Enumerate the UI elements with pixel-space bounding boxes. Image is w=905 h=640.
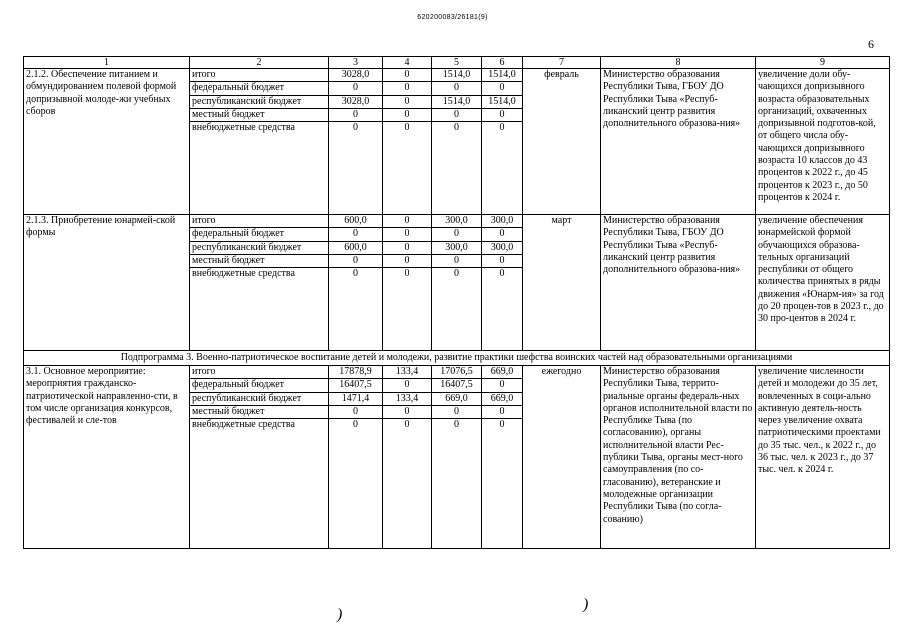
value-cell: 0 bbox=[329, 228, 382, 241]
value-cell: 600,0 bbox=[329, 242, 382, 255]
source-republic: республиканский бюджет bbox=[190, 242, 328, 255]
value-cell: 1514,0 bbox=[482, 69, 522, 82]
scan-mark: ) bbox=[337, 606, 343, 623]
value-cell: 3028,0 bbox=[329, 69, 382, 82]
col6-values bbox=[482, 366, 523, 549]
value-cell: 0 bbox=[383, 215, 431, 228]
value-cell: 0 bbox=[353, 122, 358, 134]
value-cell: 669,0 bbox=[482, 393, 522, 406]
value-cell: 0 bbox=[383, 379, 431, 392]
col-header: 9 bbox=[756, 57, 890, 69]
table-row bbox=[24, 69, 890, 215]
source-extra: внебюджетные средства bbox=[192, 122, 295, 134]
value-cell: 0 bbox=[383, 228, 431, 241]
value-cell: 0 bbox=[482, 255, 522, 268]
value-cell: 133,4 bbox=[383, 366, 431, 379]
source-federal: федеральный бюджет bbox=[190, 82, 328, 95]
value-cell: 0 bbox=[499, 122, 505, 134]
value-cell: 0 bbox=[482, 82, 522, 95]
value-cell: 1514,0 bbox=[432, 69, 481, 82]
value-cell: 0 bbox=[432, 82, 481, 95]
value-cell: 0 bbox=[353, 419, 358, 431]
col-header: 4 bbox=[383, 57, 432, 69]
value-cell: 3028,0 bbox=[329, 96, 382, 109]
value-cell: 0 bbox=[353, 268, 358, 280]
table-row bbox=[24, 215, 890, 351]
value-cell: 0 bbox=[404, 268, 410, 280]
col6-values bbox=[482, 215, 523, 351]
value-cell: 0 bbox=[432, 109, 481, 122]
funding-sources bbox=[190, 366, 329, 549]
page-number: 6 bbox=[868, 37, 874, 51]
col-header: 5 bbox=[432, 57, 482, 69]
col5-values bbox=[432, 69, 482, 215]
value-cell: 1514,0 bbox=[432, 96, 481, 109]
value-cell: 300,0 bbox=[432, 242, 481, 255]
col4-values bbox=[383, 366, 432, 549]
expected-result: увеличение обеспечения юнармейской формой обучающихся образова-тельных организаций республики от общего количества принятых в ряды движения «Юнарм-ия» за год до 20 процен-тов в 2023 г., до 30 про-центов в 2024 г. bbox=[756, 215, 890, 351]
document-id: 620200083/26181(9) bbox=[417, 14, 488, 21]
header-row bbox=[24, 57, 890, 69]
value-cell: 0 bbox=[454, 122, 459, 134]
source-extra: внебюджетные средства bbox=[192, 419, 295, 431]
value-cell: 0 bbox=[404, 122, 410, 134]
col5-values bbox=[432, 366, 482, 549]
value-cell: 0 bbox=[383, 96, 431, 109]
col4-values bbox=[383, 215, 432, 351]
expected-result: увеличение численности детей и молодежи до 35 лет, вовлеченных в соци-ально активную деятель-ность через увеличение охвата патриотическими проектами до 35 тыс. чел., к 2022 г., до 36 тыс. чел. к 2023 г., до 37 тыс. чел. к 2024 г. bbox=[756, 366, 890, 549]
source-local: местный бюджет bbox=[190, 255, 328, 268]
col-header: 3 bbox=[329, 57, 383, 69]
value-cell: 0 bbox=[499, 419, 505, 431]
value-cell: 0 bbox=[482, 109, 522, 122]
value-cell: 0 bbox=[432, 228, 481, 241]
value-cell: 0 bbox=[383, 69, 431, 82]
col-header: 7 bbox=[523, 57, 601, 69]
value-cell: 0 bbox=[482, 228, 522, 241]
term: ежегодно bbox=[523, 366, 601, 549]
value-cell: 300,0 bbox=[432, 215, 481, 228]
source-total: итого bbox=[190, 215, 328, 228]
subprogram-row bbox=[24, 351, 890, 366]
executor: Министерство образования Республики Тыва, террито-риальные органы федераль-ных органов исполнительной власти по Республике Тыва (по согласованию), органы исполнительной власти Рес-публики Тыва, органы мест-ного самоуправления (по со-гласованию), ветеранские и молодежные организации Республики Тыва (по согла-сованию) bbox=[601, 366, 756, 549]
value-cell: 0 bbox=[329, 82, 382, 95]
source-total: итого bbox=[190, 69, 328, 82]
term: март bbox=[523, 215, 601, 351]
value-cell: 0 bbox=[329, 406, 382, 419]
source-federal: федеральный бюджет bbox=[190, 228, 328, 241]
col-header: 2 bbox=[190, 57, 329, 69]
value-cell: 300,0 bbox=[482, 215, 522, 228]
table-row bbox=[24, 366, 890, 549]
col6-values bbox=[482, 69, 523, 215]
scan-mark: ) bbox=[583, 596, 589, 613]
source-republic: республиканский бюджет bbox=[190, 393, 328, 406]
expected-result: увеличение доли обу-чающихся допризывного возраста образовательных организаций, охваченных допризывной подготов-кой, от общего числа обу-чающихся допризывного возраста 10 классов до 43 процентов к 2022 г., до 45 процентов к 2023 г., до 50 процентов к 2024 г. bbox=[756, 69, 890, 215]
value-cell: 16407,5 bbox=[329, 379, 382, 392]
value-cell: 0 bbox=[432, 406, 481, 419]
value-cell: 16407,5 bbox=[432, 379, 481, 392]
value-cell: 0 bbox=[454, 419, 459, 431]
program-table bbox=[23, 56, 890, 549]
value-cell: 0 bbox=[383, 255, 431, 268]
subprogram-title: Подпрограмма 3. Военно-патриотическое воспитание детей и молодежи, развитие практики шефства воинских частей над образовательными организациями bbox=[24, 351, 890, 366]
col3-values bbox=[329, 215, 383, 351]
value-cell: 0 bbox=[404, 419, 410, 431]
term: февраль bbox=[523, 69, 601, 215]
value-cell: 669,0 bbox=[482, 366, 522, 379]
value-cell: 1514,0 bbox=[482, 96, 522, 109]
value-cell: 0 bbox=[383, 82, 431, 95]
col5-values bbox=[432, 215, 482, 351]
col-header: 1 bbox=[24, 57, 190, 69]
value-cell: 0 bbox=[482, 379, 522, 392]
value-cell: 0 bbox=[499, 268, 505, 280]
funding-sources bbox=[190, 215, 329, 351]
value-cell: 0 bbox=[383, 242, 431, 255]
source-federal: федеральный бюджет bbox=[190, 379, 328, 392]
executor: Министерство образования Республики Тыва, ГБОУ ДО Республики Тыва «Респуб-ликанский центр развития дополнительного образова-ния» bbox=[601, 215, 756, 351]
executor: Министерство образования Республики Тыва, ГБОУ ДО Республики Тыва «Респуб-ликанский центр развития дополнительного образова-ния» bbox=[601, 69, 756, 215]
value-cell: 0 bbox=[482, 406, 522, 419]
source-extra: внебюджетные средства bbox=[192, 268, 295, 280]
col4-values bbox=[383, 69, 432, 215]
col3-values bbox=[329, 366, 383, 549]
value-cell: 300,0 bbox=[482, 242, 522, 255]
col3-values bbox=[329, 69, 383, 215]
value-cell: 0 bbox=[454, 268, 459, 280]
value-cell: 600,0 bbox=[329, 215, 382, 228]
value-cell: 17878,9 bbox=[329, 366, 382, 379]
funding-sources bbox=[190, 69, 329, 215]
source-total: итого bbox=[190, 366, 328, 379]
source-local: местный бюджет bbox=[190, 109, 328, 122]
activity-name: 2.1.2. Обеспечение питанием и обмундированием полевой формой допризывной молоде-жи учебных сборов bbox=[24, 69, 190, 215]
source-republic: республиканский бюджет bbox=[190, 96, 328, 109]
value-cell: 0 bbox=[329, 109, 382, 122]
source-local: местный бюджет bbox=[190, 406, 328, 419]
value-cell: 0 bbox=[383, 406, 431, 419]
value-cell: 0 bbox=[329, 255, 382, 268]
activity-name: 3.1. Основное мероприятие: мероприятия гражданско-патриотической направленно-сти, в том числе организация конкурсов, фестивалей и сле-тов bbox=[24, 366, 190, 549]
value-cell: 1471,4 bbox=[329, 393, 382, 406]
col-header: 6 bbox=[482, 57, 523, 69]
value-cell: 17076,5 bbox=[432, 366, 481, 379]
value-cell: 0 bbox=[383, 109, 431, 122]
value-cell: 669,0 bbox=[432, 393, 481, 406]
value-cell: 0 bbox=[432, 255, 481, 268]
col-header: 8 bbox=[601, 57, 756, 69]
activity-name: 2.1.3. Приобретение юнармей-ской формы bbox=[24, 215, 190, 351]
value-cell: 133,4 bbox=[383, 393, 431, 406]
